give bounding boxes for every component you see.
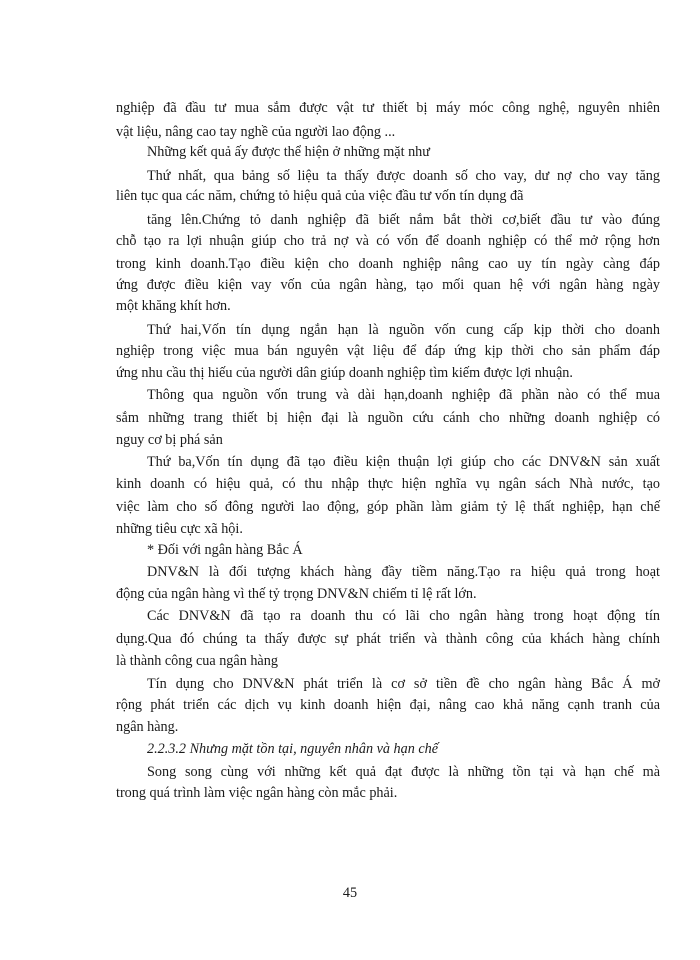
text-line: liên tục qua các năm, chứng tỏ hiệu quả của việc đầu tư vốn tín dụng đã — [116, 188, 524, 204]
text-line: Các DNV&N đã tạo ra doanh thu có lãi cho ngân hàng trong hoạt động tín — [147, 608, 660, 624]
text-line: ngân hàng. — [116, 719, 179, 735]
section-heading: 2.2.3.2 Nhưng mặt tồn tại, nguyên nhân và hạn chế — [147, 741, 439, 757]
text-line: những tiêu cực xã hội. — [116, 521, 243, 537]
text-line: Thông qua nguồn vốn trung và dài hạn,doanh nghiệp đã phần nào có thể mua — [147, 387, 660, 403]
text-line: Song song cùng với những kết quả đạt được là những tồn tại và hạn chế mà — [147, 764, 660, 780]
text-line: sắm những trang thiết bị hiện đại là nguồn cứu cánh cho những doanh nghiệp có — [116, 410, 660, 426]
text-line: chỗ tạo ra lợi nhuận giúp cho trả nợ và có vốn để doanh nghiệp có thể mở rộng hơn — [116, 233, 660, 249]
text-line: kinh doanh có hiệu quả, có thu nhập thực hiện nghĩa vụ ngân sách Nhà nước, tạo — [116, 476, 660, 492]
text-line: tăng lên.Chứng tỏ danh nghiệp đã biết nắm bắt thời cơ,biết đầu tư vào đúng — [147, 212, 660, 228]
text-line: ứng nhu cầu thị hiếu của người dân giúp doanh nghiệp tìm kiếm được lợi nhuận. — [116, 365, 573, 381]
text-line: Thứ nhất, qua bảng số liệu ta thấy được doanh số cho vay, dư nợ cho vay tăng — [147, 168, 660, 184]
text-line: trong kinh doanh.Tạo điều kiện cho doanh nghiệp nâng cao uy tín ngày càng đáp — [116, 256, 660, 272]
text-line: Thứ hai,Vốn tín dụng ngắn hạn là nguồn vốn cung cấp kịp thời cho doanh — [147, 322, 660, 338]
text-line: động của ngân hàng vì thế tỷ trọng DNV&N chiếm tỉ lệ rất lớn. — [116, 586, 477, 602]
text-line: việc làm cho số đông người lao động, góp phần làm giảm tỷ lệ thất nghiệp, hạn chế — [116, 499, 660, 515]
text-line: rộng phát triển các dịch vụ kinh doanh hiện đại, nâng cao khả năng cạnh tranh của — [116, 697, 660, 713]
text-line: Tín dụng cho DNV&N phát triển là cơ sở tiền đề cho ngân hàng Bắc Á mở — [147, 676, 660, 692]
text-line: nghiệp trong việc mua bán nguyên vật liệu để đáp ứng kịp thời cho sản phẩm đáp — [116, 343, 660, 359]
page-number: 45 — [342, 885, 358, 901]
text-line: nguy cơ bị phá sản — [116, 432, 223, 448]
text-line: Thứ ba,Vốn tín dụng đã tạo điều kiện thuận lợi giúp cho các DNV&N sản xuất — [147, 454, 660, 470]
text-line: trong quá trình làm việc ngân hàng còn mắc phải. — [116, 785, 398, 801]
text-line: Những kết quả ấy được thể hiện ở những mặt như — [147, 144, 430, 160]
text-line: là thành công cua ngân hàng — [116, 653, 278, 669]
text-line: * Đối với ngân hàng Bắc Á — [147, 542, 303, 558]
text-line: dụng.Qua đó chúng ta thấy được sự phát triển và thành công của khách hàng chính — [116, 631, 660, 647]
text-line: một khăng khít hơn. — [116, 298, 231, 314]
text-line: vật liệu, nâng cao tay nghề của người lao động ... — [116, 124, 396, 140]
text-line: DNV&N là đối tượng khách hàng đầy tiềm năng.Tạo ra hiệu quả trong hoạt — [147, 564, 660, 580]
text-line: ứng được điều kiện vay vốn của ngân hàng, tạo mối quan hệ với ngân hàng ngày — [116, 277, 660, 293]
text-line: nghiệp đã đầu tư mua sắm được vật tư thiết bị máy móc công nghệ, nguyên nhiên — [116, 100, 660, 116]
